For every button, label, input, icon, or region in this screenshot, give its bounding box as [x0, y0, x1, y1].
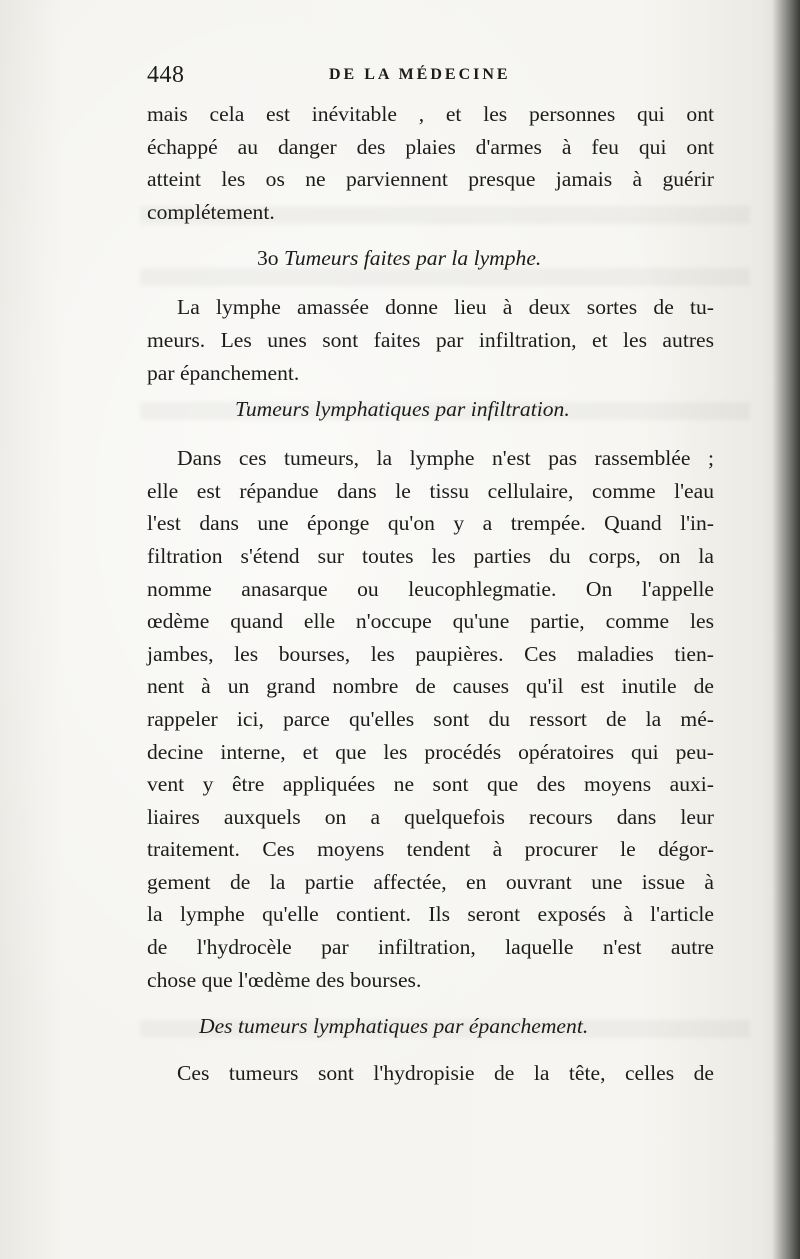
text-line: gement de la partie affectée, en ouvrant une issue à — [147, 869, 714, 894]
section-heading — [147, 246, 714, 271]
section-title: Tumeurs faites par la lymphe. — [284, 246, 542, 271]
text-line: échappé au danger des plaies d'armes à feu qui ont — [147, 134, 714, 159]
text-line: La lymphe amassée donne lieu à deux sortes de tu- — [177, 295, 714, 320]
paragraph-1 — [147, 98, 714, 228]
page-number: 448 — [147, 62, 185, 88]
page-header — [147, 58, 714, 98]
text-line: atteint les os ne parviennent presque jamais à guérir — [147, 167, 714, 192]
text-line: nent à un grand nombre de causes qu'il est inutile de — [147, 674, 714, 699]
subsection-heading: Tumeurs lymphatiques par infiltration. — [235, 397, 570, 422]
text-line: nomme anasarque ou leucophlegmatie. On l'appelle — [147, 576, 714, 601]
text-line: Ces tumeurs sont l'hydropisie de la tête, celles de — [177, 1061, 714, 1086]
page-text — [147, 58, 714, 1090]
text-line: la lymphe qu'elle contient. Ils seront exposés à l'article — [147, 902, 714, 927]
text-line: mais cela est inévitable , et les personnes qui ont — [147, 102, 714, 126]
text-line: Dans ces tumeurs, la lymphe n'est pas rassemblée ; — [177, 446, 714, 471]
paragraph-4 — [147, 1057, 714, 1090]
text-line: traitement. Ces moyens tendent à procurer le dégor- — [147, 837, 714, 862]
subsection-heading: Des tumeurs lymphatiques par épanchement. — [199, 1014, 589, 1039]
text-line: chose que l'œdème des bourses. — [147, 967, 422, 992]
paragraph-2 — [147, 291, 714, 389]
text-line: jambes, les bourses, les paupières. Ces maladies tien- — [147, 641, 714, 666]
running-head: DE LA MÉDECINE — [329, 66, 511, 83]
text-line: meurs. Les unes sont faites par infiltration, et les autres — [147, 327, 714, 352]
page-edge-shadow — [772, 0, 800, 1259]
text-line: filtration s'étend sur toutes les parties du corps, on la — [147, 543, 714, 568]
text-line: decine interne, et que les procédés opératoires qui peu- — [147, 739, 714, 764]
paragraph-3 — [147, 442, 714, 996]
section-number: 3o — [257, 246, 279, 271]
text-line: l'est dans une éponge qu'on y a trempée. Quand l'in- — [147, 511, 714, 536]
text-line: liaires auxquels on a quelquefois recours dans leur — [147, 804, 714, 829]
text-line: vent y être appliquées ne sont que des moyens auxi- — [147, 772, 714, 797]
text-line: par épanchement. — [147, 360, 300, 385]
text-line: elle est répandue dans le tissu cellulaire, comme l'eau — [147, 478, 714, 503]
text-line: de l'hydrocèle par infiltration, laquelle n'est autre — [147, 935, 714, 960]
text-line: rappeler ici, parce qu'elles sont du ressort de la mé- — [147, 706, 714, 731]
text-line: œdème quand elle n'occupe qu'une partie, comme les — [147, 609, 714, 634]
text-line: complétement. — [147, 199, 275, 224]
